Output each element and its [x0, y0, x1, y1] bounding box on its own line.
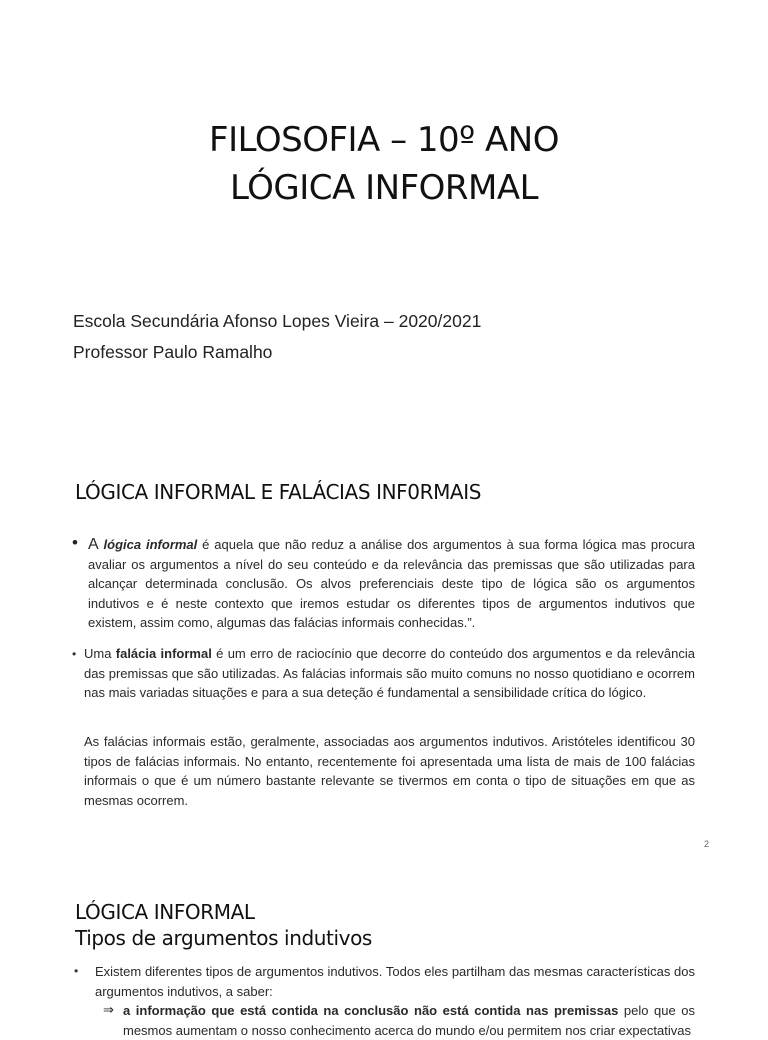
- list-item-body: pelo que os mesmos aumentam o nosso conhecimento acerca do mundo e/ou permitem nos criar expectativas: [123, 1003, 695, 1038]
- implies-arrow-icon: ⇒: [103, 1002, 114, 1017]
- slide2-heading: LÓGICA INFORMAL E FALÁCIAS INF0RMAIS: [75, 480, 482, 504]
- paragraph-falacia-informal: [84, 644, 695, 703]
- list-item-conclusion-info: [123, 1001, 695, 1040]
- slide3-heading-line2: Tipos de argumentos indutivos: [75, 926, 372, 950]
- slide3-heading-line1: LÓGICA INFORMAL: [75, 900, 255, 924]
- list-item-emphasis: a informação que está contida na conclusão não está contida nas premissas: [123, 1003, 619, 1018]
- paragraph-body: é um erro de raciocínio que decorre do conteúdo dos argumentos e da relevância das premissas que são utilizadas. As falácias informais são muito comuns no nosso quotidiano e ocorrem nas mais variadas situações e para a sua deteção é fundamental a sensibilidade crítica do lógico.: [84, 646, 695, 701]
- paragraph-tipos-argumentos: Existem diferentes tipos de argumentos indutivos. Todos eles partilham das mesmas características dos argumentos indutivos, a saber:: [95, 964, 695, 999]
- teacher-line: Professor Paulo Ramalho: [73, 342, 273, 362]
- slide1-title-line2: LÓGICA INFORMAL: [229, 168, 539, 208]
- term-falacia-informal: falácia informal: [115, 646, 212, 661]
- bullet-marker: •: [72, 533, 78, 552]
- paragraph-lead: Uma: [84, 646, 116, 661]
- bullet-marker: •: [74, 964, 79, 978]
- term-logica-informal: lógica informal: [103, 537, 198, 552]
- paragraph-logica-informal: [88, 535, 695, 633]
- slide1-title-line1: FILOSOFIA – 10º ANO: [209, 120, 559, 160]
- school-line: Escola Secundária Afonso Lopes Vieira – 2020/2021: [73, 311, 482, 331]
- paragraph-body: é aquela que não reduz a análise dos argumentos à sua forma lógica mas procura avaliar os argumentos a nível do seu conteúdo e da relevância das premissas que são utilizadas para alcançar determinada conclusão. Os alvos preferenciais deste tipo de lógica são os argumentos indutivos e é neste contexto que iremos estudar os diferentes tipos de argumentos indutivos que existem, assim como, algumas das falácias informais conhecidas.”.: [88, 537, 696, 631]
- page-number: 2: [704, 839, 710, 849]
- paragraph-lead: A: [88, 536, 104, 553]
- bullet-marker: •: [72, 647, 77, 661]
- paragraph-falacias-aristoteles: As falácias informais estão, geralmente, associadas aos argumentos indutivos. Aristóteles identificou 30 tipos de falácias informais. No entanto, recentemente foi apresentada uma lista de mais de 100 falácias informais o que é um número bastante relevante se tivermos em conta o tipo de situações em que as mesmas ocorrem.: [84, 734, 695, 808]
